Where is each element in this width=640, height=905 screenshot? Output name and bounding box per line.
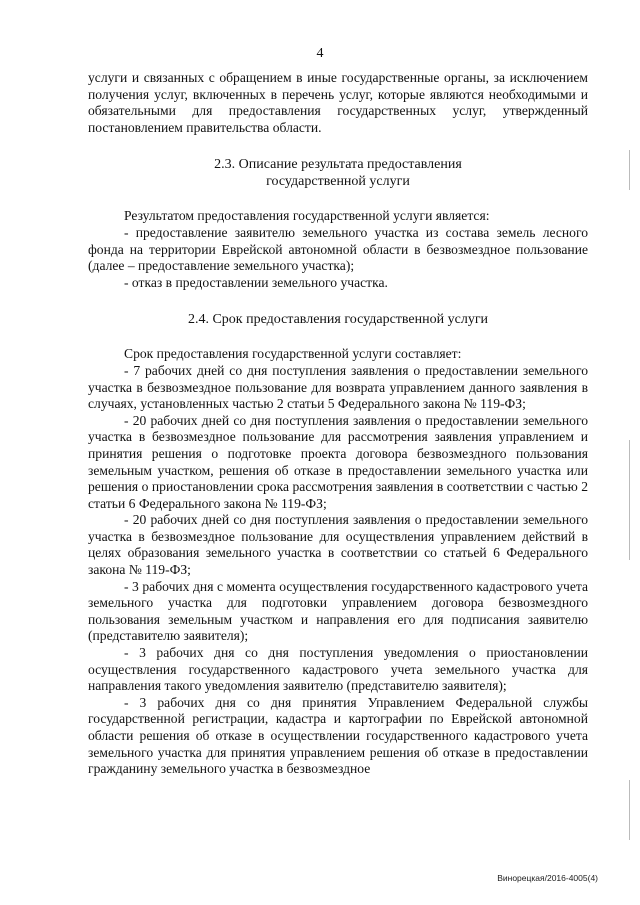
- section-2-4-item: - 3 рабочих дня со дня принятия Управлением Федеральной службы государственной регистрации, кадастра и картографии по Еврейской автономной области решения об отказе в осуществлении государственного кадастрового учета земельного участка для принятия управлением решения об отказе в предоставлении гражданину земельного участка в безвозмездное: [88, 694, 588, 777]
- intro-paragraph: услуги и связанных с обращением в иные государственные органы, за исключением получения услуг, включенных в перечень услуг, которые являются необходимыми и обязательными для предоставления государственных услуг, утвержденный постановлением правительства области.: [88, 70, 588, 135]
- section-2-4-item: - 20 рабочих дней со дня поступления заявления о предоставлении земельного участка в безвозмездное пользование для осуществления управлением действий в целях образования земельного участка в соответствии со статьей 6 Федерального закона № 119-ФЗ;: [88, 512, 588, 578]
- scan-margin-mark: [629, 440, 630, 560]
- section-2-3-item: - отказ в предоставлении земельного участка.: [124, 274, 388, 290]
- section-2-3-heading-line1: 2.3. Описание результата предоставления: [214, 157, 462, 173]
- scan-margin-mark: [629, 150, 630, 190]
- section-2-4-item: - 3 рабочих дня со дня поступления уведомления о приостановлении осуществления государственного кадастрового учета земельного участка для направления такого уведомления заявителю (представителю заявителя);: [88, 645, 588, 694]
- section-2-4-heading: [88, 311, 588, 328]
- section-2-3-heading: [88, 156, 588, 190]
- section-2-3-lead: Результатом предоставления государственной услуги является:: [124, 208, 490, 224]
- section-2-4-item: - 7 рабочих дней со дня поступления заявления о предоставлении земельного участка в безвозмездное пользование для возврата управлением данного заявления в случаях, установленных частью 2 статьи 5 Федерального закона № 119-ФЗ;: [88, 362, 588, 412]
- section-2-4-lead: Срок предоставления государственной услуги составляет:: [124, 346, 462, 362]
- section-2-4-item: - 20 рабочих дней со дня поступления заявления о предоставлении земельного участка в безвозмездное пользование для рассмотрения заявления управлением и принятия решения о подготовке проекта договора безвозмездного пользования земельным участком, решения об отказе в предоставлении земельного участка или решения о приостановлении срока рассмотрения заявления в соответствии с частью 2 статьи 6 Федерального закона № 119-ФЗ;: [88, 412, 588, 511]
- section-2-4-heading-text: 2.4. Срок предоставления государственной услуги: [187, 312, 489, 328]
- document-body: [88, 70, 588, 778]
- section-2-3-heading-line2: государственной услуги: [266, 174, 410, 190]
- footer-reference: Винорецкая/2016-4005(4): [497, 873, 598, 883]
- section-2-3-item: - предоставление заявителю земельного участка из состава земель лесного фонда на территории Еврейской автономной области в безвозмездное пользование (далее – предоставление земельного участка);: [88, 224, 588, 274]
- section-2-4-item: - 3 рабочих дня с момента осуществления государственного кадастрового учета земельного участка для подготовки управлением договора безвозмездного пользования земельным участком и направления его для подписания заявителю (представителю заявителя);: [88, 578, 588, 644]
- page-number: 4: [316, 46, 324, 61]
- scan-margin-mark: [629, 780, 630, 840]
